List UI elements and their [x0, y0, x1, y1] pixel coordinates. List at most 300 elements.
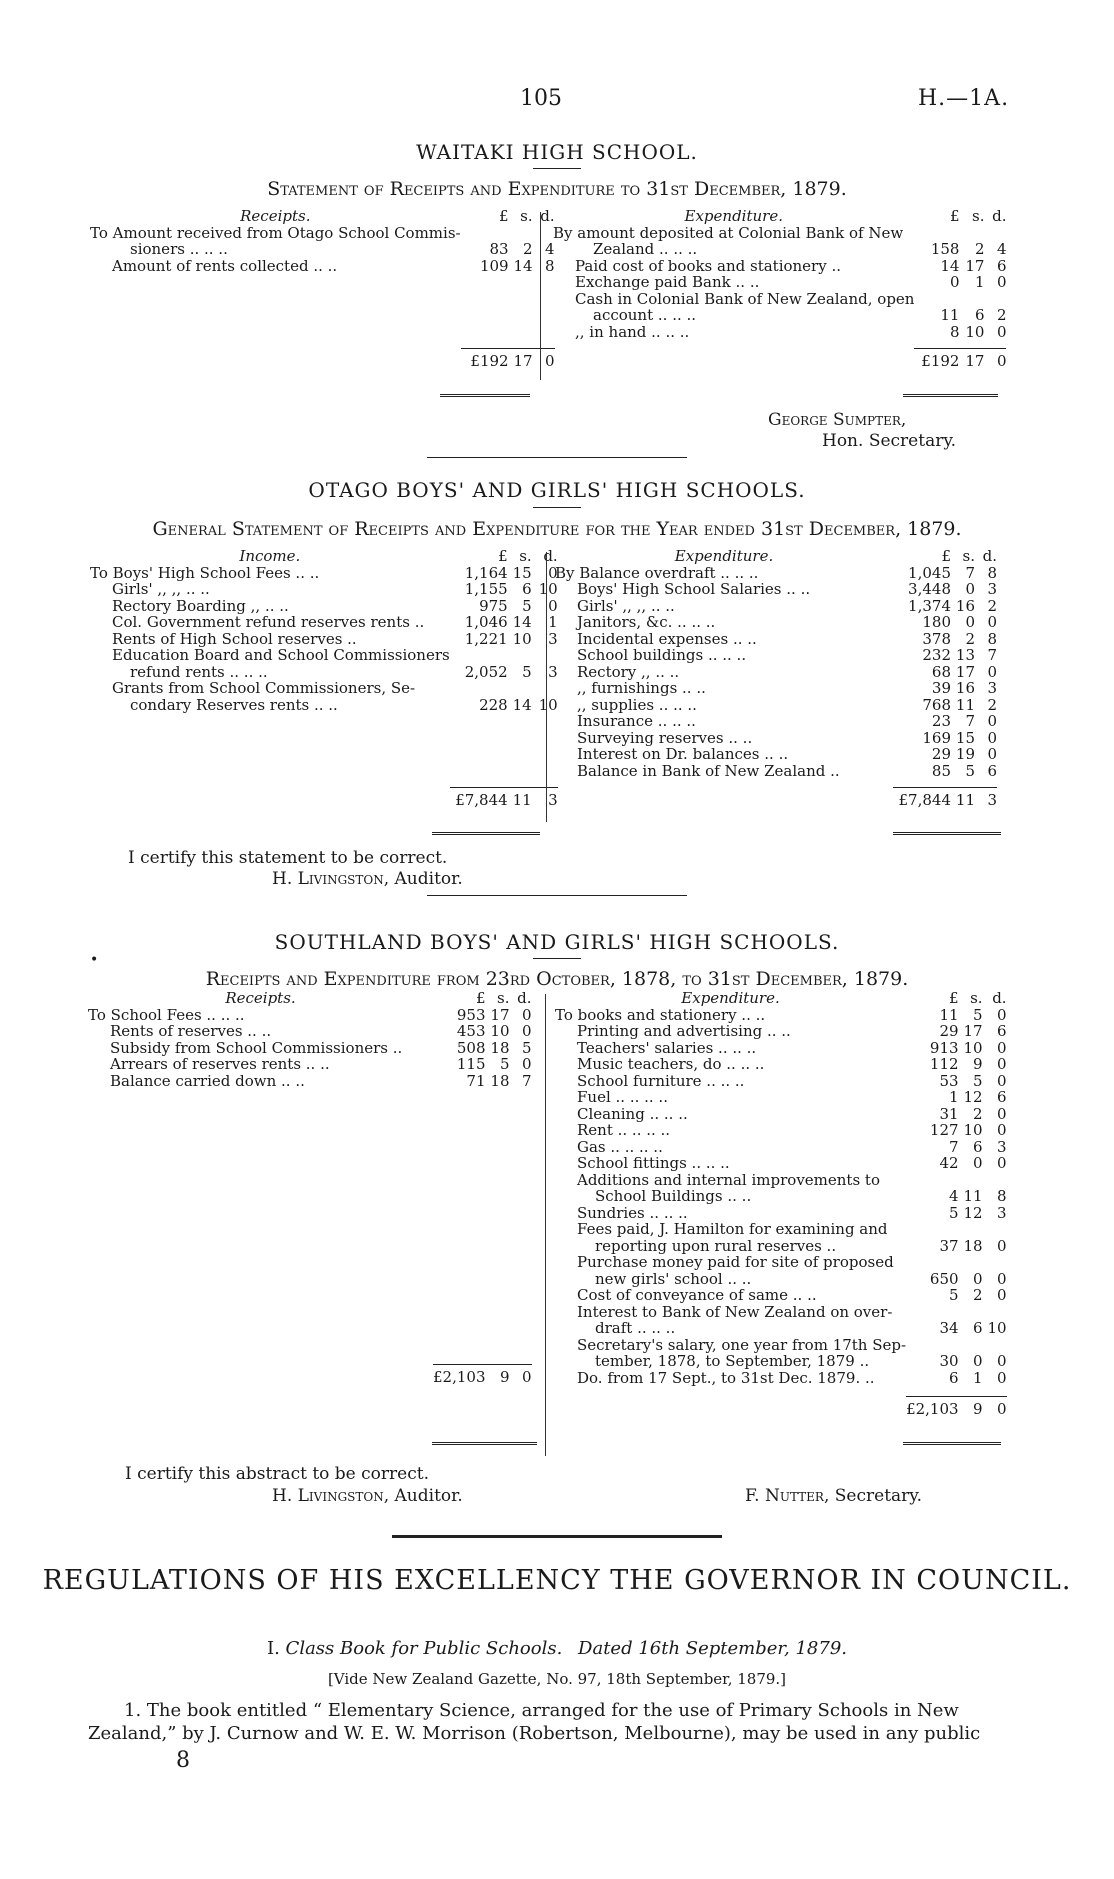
total-rule	[432, 1442, 537, 1445]
pounds-value: 5	[949, 1286, 959, 1304]
pounds-value: 180	[922, 613, 951, 631]
table-row	[90, 565, 558, 582]
southland-receipts-total-pounds: £2,103	[433, 1364, 486, 1385]
row-label: Fuel .. .. .. ..	[577, 1088, 668, 1106]
pounds-value: 53	[939, 1071, 959, 1090]
row-label: Secretary's salary, one year from 17th Sep-	[577, 1335, 907, 1354]
pence-heading: d.	[992, 207, 1007, 225]
pence-value	[984, 291, 1006, 308]
table-row	[555, 598, 997, 615]
row-label: Education Board and School Commissioners	[112, 646, 450, 664]
shillings-value: 17	[965, 256, 985, 275]
row-label: Rectory Boarding ,, .. ..	[112, 596, 289, 615]
section-divider	[427, 895, 687, 896]
pence-value: 2	[987, 596, 997, 615]
southland-receipts-total-pence: 0	[510, 1364, 532, 1385]
table-row	[88, 1073, 532, 1090]
shillings-value: 2	[523, 240, 533, 258]
pence-value: 6	[997, 1088, 1007, 1106]
table-row	[555, 1304, 1007, 1321]
shillings-value: 0	[965, 613, 975, 631]
shillings-heading: s.	[520, 207, 533, 225]
table-row	[555, 1040, 1007, 1057]
otago-income-table	[90, 548, 558, 808]
waitaki-receipts-table	[90, 208, 555, 369]
total-rule	[903, 394, 998, 397]
otago-auditor-title: Auditor.	[394, 869, 463, 889]
row-label: ,, supplies .. .. ..	[577, 695, 697, 714]
table-row	[555, 664, 997, 681]
waitaki-expenditure-total-pence: 0	[984, 348, 1006, 369]
row-label: Subsidy from School Commissioners ..	[110, 1038, 403, 1057]
waitaki-expenditure-table	[553, 208, 1006, 369]
waitaki-signature-name: George Sumpter,	[768, 410, 907, 430]
pence-value: 10	[538, 580, 558, 598]
waitaki-receipts-total-pounds: £192	[461, 348, 509, 369]
pence-value: 0	[521, 1005, 532, 1024]
shillings-heading: s.	[972, 207, 985, 225]
row-label: To Boys' High School Fees .. ..	[90, 563, 320, 582]
pence-value: 10	[538, 695, 558, 714]
shillings-value: 18	[490, 1071, 510, 1090]
pounds-value: 232	[922, 646, 951, 664]
otago-income-total-pounds: £7,844	[450, 787, 508, 808]
row-label: Printing and advertising .. ..	[577, 1022, 791, 1040]
row-label: Rent .. .. .. ..	[577, 1121, 671, 1139]
regulations-title: REGULATIONS OF HIS EXCELLENCY THE GOVERNOR IN COUNCIL.	[42, 1565, 1072, 1596]
table-row	[555, 614, 997, 631]
shillings-value: 17	[963, 1022, 983, 1040]
row-label: Paid cost of books and stationery ..	[575, 256, 842, 275]
column-divider	[546, 552, 547, 822]
row-label: Teachers' salaries .. .. ..	[577, 1038, 757, 1057]
table-row	[88, 1007, 532, 1024]
pence-value: 7	[521, 1071, 532, 1090]
pounds-value: 14	[940, 256, 960, 275]
expenditure-heading: Expenditure.	[684, 207, 783, 225]
table-row	[555, 1007, 1007, 1024]
pounds-value: 2,052	[464, 662, 508, 681]
shillings-value: 10	[490, 1022, 510, 1040]
pounds-value	[906, 1221, 959, 1238]
shillings-value: 14	[513, 256, 533, 275]
pence-value	[533, 225, 555, 242]
total-rule	[432, 832, 540, 835]
shillings-value: 16	[955, 679, 975, 697]
southland-secretary-name: F. Nutter,	[745, 1486, 830, 1506]
otago-auditor-name: H. Livingston,	[272, 869, 390, 889]
southland-receipts-total-shillings: 9	[486, 1364, 510, 1385]
pounds-value: 31	[939, 1104, 959, 1123]
receipts-heading: Receipts.	[240, 207, 311, 225]
table-row	[555, 763, 997, 780]
row-label: Insurance .. .. ..	[577, 712, 696, 730]
row-label: Incidental expenses .. ..	[577, 629, 757, 648]
table-row	[90, 664, 558, 681]
pounds-value: 115	[456, 1055, 486, 1073]
pounds-value: 953	[456, 1005, 486, 1024]
pounds-value: 23	[931, 712, 951, 730]
pounds-value: 4	[949, 1187, 959, 1205]
otago-title: OTAGO BOYS' AND GIRLS' HIGH SCHOOLS.	[308, 478, 806, 502]
shillings-value: 5	[973, 1005, 983, 1024]
pence-value: 0	[521, 1055, 532, 1073]
table-row	[555, 680, 997, 697]
table-row	[555, 565, 997, 582]
section-number: I.	[266, 1638, 280, 1659]
table-row	[555, 1139, 1007, 1156]
table-row	[555, 1287, 1007, 1304]
table-row	[555, 1073, 1007, 1090]
pounds-value	[914, 291, 959, 308]
table-row	[555, 1056, 1007, 1073]
table-row	[555, 1155, 1007, 1172]
otago-income-total-pence: 3	[532, 787, 558, 808]
pounds-value: 85	[931, 761, 951, 780]
waitaki-receipts-total-pence: 0	[533, 348, 555, 369]
divider	[533, 168, 581, 169]
row-label: Boys' High School Salaries .. ..	[577, 580, 811, 598]
pence-value: 0	[987, 662, 997, 681]
pounds-value	[450, 647, 508, 664]
shillings-value: 2	[974, 240, 985, 258]
divider	[533, 958, 581, 959]
shillings-value: 0	[973, 1269, 983, 1288]
pounds-heading: £	[949, 207, 960, 225]
shillings-value: 10	[965, 322, 985, 341]
row-label: By Balance overdraft .. .. ..	[555, 563, 759, 582]
pence-value: 0	[996, 273, 1007, 291]
row-label: account .. .. ..	[593, 306, 697, 324]
table-row	[90, 258, 555, 275]
paragraph-line-2: Zealand,” by J. Curnow and W. E. W. Morrison (Robertson, Melbourne), may be used in any public	[88, 1723, 981, 1744]
row-label: draft .. .. ..	[595, 1319, 676, 1337]
table-row	[555, 1370, 1007, 1387]
pence-value: 3	[997, 1137, 1007, 1156]
shillings-heading: s.	[970, 989, 983, 1007]
row-label: condary Reserves rents .. ..	[130, 695, 338, 714]
row-label: Music teachers, do .. .. ..	[577, 1055, 765, 1073]
pounds-value: 127	[929, 1121, 959, 1139]
pence-value: 0	[997, 1269, 1007, 1288]
row-label: Amount of rents collected .. ..	[112, 256, 338, 275]
row-label: Exchange paid Bank .. ..	[575, 273, 760, 291]
table-row	[553, 274, 1006, 291]
pounds-value: 37	[939, 1236, 959, 1255]
pence-value: 0	[987, 613, 997, 631]
shillings-heading: s.	[962, 547, 975, 565]
pence-value: 2	[996, 306, 1007, 324]
table-row	[555, 581, 997, 598]
pounds-value: 1	[949, 1088, 959, 1106]
pounds-value: 30	[939, 1352, 959, 1370]
total-rule	[893, 832, 1001, 835]
pounds-value	[906, 1304, 959, 1321]
table-row	[553, 225, 1006, 242]
southland-auditor-title: Auditor.	[394, 1486, 463, 1506]
expenditure-heading: Expenditure.	[674, 547, 774, 565]
table-row	[553, 324, 1006, 341]
shillings-value	[959, 1304, 983, 1321]
pounds-value: 34	[939, 1319, 959, 1337]
otago-expenditure-total-pence: 3	[975, 787, 997, 808]
pence-value	[983, 1254, 1007, 1271]
table-row	[555, 1106, 1007, 1123]
pounds-value: 169	[922, 728, 951, 747]
shillings-value: 13	[955, 646, 975, 664]
shillings-value: 11	[955, 695, 975, 714]
total-rule	[903, 1442, 1001, 1445]
table-row	[555, 1254, 1007, 1271]
pence-value: 0	[548, 563, 558, 582]
shillings-value	[959, 1221, 983, 1238]
total-rule	[440, 394, 530, 397]
pence-value: 0	[521, 1022, 532, 1040]
signature-mark: 8	[176, 1748, 190, 1773]
pence-heading: d.	[982, 547, 997, 565]
pence-value: 2	[987, 695, 997, 714]
shillings-value	[959, 1254, 983, 1271]
table-row	[555, 1122, 1007, 1139]
table-row	[88, 1040, 532, 1057]
pounds-value	[450, 680, 508, 697]
pounds-heading: £	[941, 547, 951, 565]
row-label: Zealand .. .. ..	[593, 240, 698, 258]
shillings-value: 19	[955, 745, 975, 763]
pounds-value: 29	[939, 1022, 959, 1040]
pence-value: 10	[987, 1319, 1007, 1337]
pounds-value: 0	[949, 273, 960, 291]
section-dated: Dated 16th September, 1879.	[578, 1638, 848, 1659]
southland-expenditure-table	[555, 990, 1007, 1417]
shillings-value: 2	[973, 1286, 983, 1304]
receipts-heading: Receipts.	[225, 989, 296, 1007]
waitaki-receipts-total-shillings: 17	[509, 348, 533, 369]
waitaki-subtitle: Statement of Receipts and Expenditure to 31st December, 1879.	[267, 178, 847, 200]
table-row	[555, 1172, 1007, 1189]
pence-value: 8	[997, 1187, 1007, 1205]
table-row	[553, 291, 1006, 308]
row-label: Grants from School Commissioners, Se-	[112, 679, 416, 697]
shillings-value: 0	[973, 1352, 983, 1370]
pence-value: 6	[987, 761, 997, 780]
pounds-value	[906, 1337, 959, 1354]
pence-value	[983, 1172, 1007, 1189]
section-title: Class Book for Public Schools.	[285, 1638, 563, 1659]
pence-value: 8	[545, 256, 555, 275]
pence-heading: d.	[517, 989, 532, 1007]
pounds-value: 6	[949, 1368, 959, 1387]
gazette-reference: [Vide New Zealand Gazette, No. 97, 18th September, 1879.]	[327, 1670, 787, 1688]
otago-expenditure-table	[555, 548, 997, 808]
pence-value: 3	[997, 1203, 1007, 1222]
shillings-value	[959, 1172, 983, 1189]
pence-value: 0	[987, 712, 997, 730]
pence-value: 0	[548, 596, 558, 615]
row-label: ,, in hand .. .. ..	[575, 322, 690, 341]
pounds-value: 29	[931, 745, 951, 763]
row-label: Sundries .. .. ..	[577, 1203, 688, 1222]
pence-value: 3	[987, 580, 997, 598]
pounds-value: 453	[456, 1022, 486, 1040]
table-row	[555, 1238, 1007, 1255]
row-label: new girls' school .. ..	[595, 1269, 752, 1288]
row-label: Arrears of reserves rents .. ..	[110, 1055, 330, 1073]
table-row	[90, 614, 558, 631]
row-label: Janitors, &c. .. .. ..	[577, 613, 716, 631]
otago-certify: I certify this statement to be correct.	[128, 848, 448, 868]
shillings-value: 6	[973, 1137, 983, 1156]
shillings-value: 5	[965, 761, 975, 780]
row-label: Cost of conveyance of same .. ..	[577, 1286, 817, 1304]
otago-auditor	[272, 869, 463, 889]
pence-value: 0	[997, 1055, 1007, 1073]
shillings-value	[509, 225, 533, 242]
table-row	[555, 713, 997, 730]
southland-auditor-name: H. Livingston,	[272, 1486, 390, 1506]
pence-value: 4	[545, 240, 555, 258]
row-label: Balance carried down .. ..	[110, 1071, 305, 1090]
pence-heading: d.	[540, 207, 555, 225]
southland-auditor	[272, 1486, 463, 1506]
paragraph-line-1: 1. The book entitled “ Elementary Science, arranged for the use of Primary Schools in New	[124, 1700, 959, 1721]
pence-value: 0	[997, 1236, 1007, 1255]
table-row	[555, 1337, 1007, 1354]
row-label: By amount deposited at Colonial Bank of New	[553, 223, 904, 242]
shillings-value	[959, 291, 984, 308]
pence-value: 3	[987, 679, 997, 697]
shillings-heading: s.	[497, 989, 510, 1007]
pounds-value: 1,046	[464, 613, 508, 631]
pounds-value: 650	[929, 1269, 959, 1288]
table-row	[555, 746, 997, 763]
shillings-value: 17	[955, 662, 975, 681]
pence-value: 0	[997, 1005, 1007, 1024]
table-row	[555, 1320, 1007, 1337]
shillings-value: 0	[965, 580, 975, 598]
shillings-value: 6	[522, 580, 532, 598]
shillings-value: 16	[955, 596, 975, 615]
shillings-value: 14	[512, 695, 532, 714]
shillings-value: 1	[973, 1368, 983, 1387]
pounds-value: 1,221	[464, 629, 508, 648]
row-label: Additions and internal improvements to	[577, 1170, 880, 1189]
pence-heading: d.	[543, 547, 558, 565]
table-row	[553, 241, 1006, 258]
shillings-heading: s.	[519, 547, 532, 565]
divider	[533, 507, 581, 508]
shillings-value: 15	[512, 563, 532, 582]
shillings-value: 9	[973, 1055, 983, 1073]
otago-expenditure-total-pounds: £7,844	[893, 787, 951, 808]
section-divider	[392, 1535, 722, 1538]
pence-value: 0	[987, 728, 997, 747]
southland-secretary	[745, 1486, 922, 1506]
pence-value: 0	[996, 322, 1007, 341]
pounds-value: 1,155	[464, 580, 508, 598]
row-label: Balance in Bank of New Zealand ..	[577, 761, 840, 780]
pounds-value: 768	[922, 695, 951, 714]
shillings-value: 5	[522, 596, 532, 615]
pence-value	[532, 647, 558, 664]
shillings-value: 1	[974, 273, 985, 291]
row-label: School fittings .. .. ..	[577, 1154, 730, 1172]
pounds-value: 71	[466, 1071, 486, 1090]
pounds-value: 158	[930, 240, 960, 258]
row-label: sioners .. .. ..	[130, 240, 228, 258]
section-divider	[427, 457, 687, 458]
table-row	[90, 697, 558, 714]
income-heading: Income.	[239, 547, 301, 565]
pence-value: 0	[997, 1286, 1007, 1304]
shillings-value	[508, 680, 532, 697]
table-row	[553, 258, 1006, 275]
table-row	[555, 1089, 1007, 1106]
pounds-value: 11	[939, 1005, 959, 1024]
row-label: refund rents .. .. ..	[130, 662, 268, 681]
pounds-value: 7	[949, 1137, 959, 1156]
table-row	[555, 1188, 1007, 1205]
row-label: Cash in Colonial Bank of New Zealand, open	[575, 289, 915, 308]
table-row	[555, 730, 997, 747]
table-row	[90, 225, 555, 242]
table-row	[90, 241, 555, 258]
shillings-value: 6	[973, 1319, 983, 1337]
shillings-value: 10	[963, 1121, 983, 1139]
row-label: Col. Government refund reserves rents ..	[112, 613, 425, 631]
pence-value: 5	[521, 1038, 532, 1057]
southland-secretary-title: Secretary.	[834, 1486, 923, 1506]
document-reference: H.—1A.	[918, 86, 1010, 111]
table-row	[90, 598, 558, 615]
pounds-value: 508	[456, 1038, 486, 1057]
row-label: Surveying reserves .. ..	[577, 728, 753, 747]
column-divider	[540, 212, 541, 380]
table-row	[555, 631, 997, 648]
table-row	[555, 1353, 1007, 1370]
row-label: To School Fees .. .. ..	[88, 1005, 245, 1024]
pence-value: 6	[997, 1022, 1007, 1040]
pounds-value	[461, 225, 509, 242]
pence-value: 0	[997, 1038, 1007, 1057]
row-label: To books and stationery .. ..	[555, 1005, 766, 1024]
row-label: School Buildings .. ..	[595, 1187, 752, 1205]
shillings-value: 7	[965, 712, 975, 730]
row-label: To Amount received from Otago School Commis-	[90, 223, 461, 242]
shillings-value: 14	[512, 613, 532, 631]
section-heading	[0, 1638, 1114, 1659]
shillings-value: 10	[512, 629, 532, 648]
row-label: reporting upon rural reserves ..	[595, 1236, 837, 1255]
shillings-value: 6	[974, 306, 985, 324]
page-number: 105	[520, 86, 562, 111]
table-row	[555, 1023, 1007, 1040]
pounds-value: 1,045	[908, 563, 951, 582]
shillings-value	[508, 647, 532, 664]
pounds-value: 975	[479, 596, 508, 615]
shillings-value: 2	[973, 1104, 983, 1123]
waitaki-signature-title: Hon. Secretary.	[822, 431, 957, 451]
table-row	[555, 1221, 1007, 1238]
pounds-value: 228	[479, 695, 508, 714]
expenditure-heading: Expenditure.	[681, 989, 780, 1007]
shillings-value: 5	[973, 1071, 983, 1090]
shillings-value: 17	[490, 1005, 510, 1024]
row-label: Interest to Bank of New Zealand on over-	[577, 1302, 893, 1321]
table-row	[555, 697, 997, 714]
table-row	[88, 1056, 532, 1073]
shillings-value: 0	[973, 1154, 983, 1172]
